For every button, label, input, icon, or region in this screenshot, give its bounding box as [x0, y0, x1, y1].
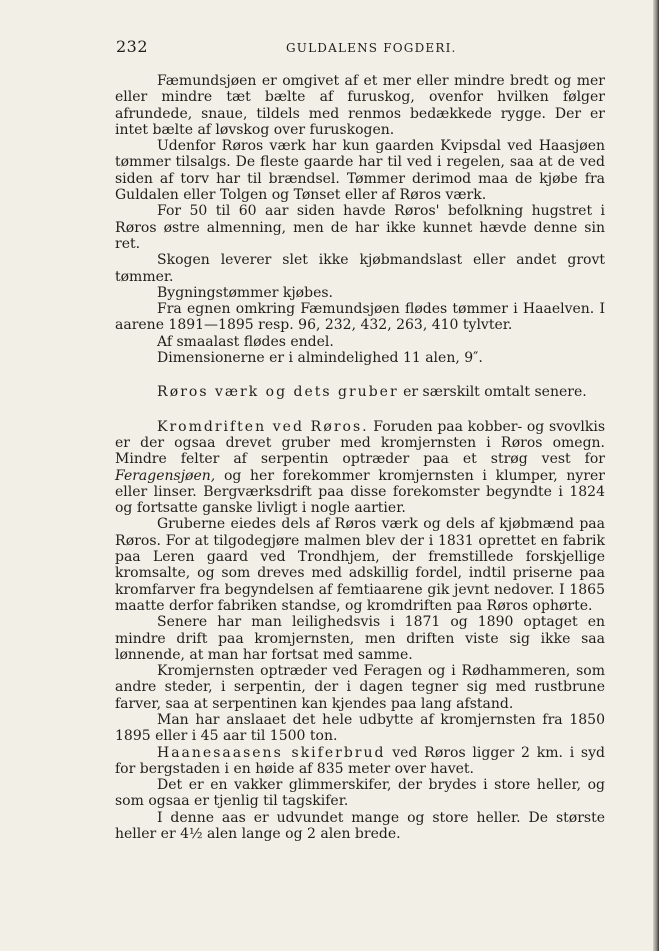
page-header: [116, 37, 606, 61]
paragraph-flodes: Fra egnen omkring Fæmundsjøen flødes tømmer i Haaelven. I aarene 1891—1895 resp. 96, 232, 432, 263, 410 tylvter.: [115, 301, 605, 334]
paragraph-faemundsjoen: Fæmundsjøen er omgivet af et mer eller mindre bredt og mer eller mindre tæt bælte af furuskog, ovenfor hvilken følger afrundede, snaue, tildels med renmos bedækkede rygge. Der er intet bælte af løvskog over furuskogen.: [115, 73, 605, 138]
paragraph-text: ved Røros ligger 2 km. i syd for bergstaden i en høide af 835 meter over havet.: [115, 744, 605, 777]
page-edge-shadow: [653, 0, 659, 951]
paragraph-kromjernsten: Kromjernsten optræder ved Feragen og i Rødhammeren, som andre steder, i serpentin, der i dagen tegner sig med rustbrune farver, saa at serpentinen kan kjendes paa lang afstand.: [115, 663, 605, 712]
paragraph-skiferbrud: [115, 745, 605, 778]
paragraph-skogen: Skogen leverer slet ikke kjøbmandslast eller andet grovt tømmer.: [115, 252, 605, 285]
paragraph-text: er særskilt omtalt senere.: [398, 384, 587, 401]
section-lead-kromdriften: Kromdriften ved Røros.: [157, 418, 369, 435]
paragraph-heller: I denne aas er udvundet mange og store heller. De største heller er 4½ alen lange og 2 alen brede.: [115, 809, 605, 843]
paragraph-text: og her forekommer kromjernsten i klumper, nyrer eller linser. Bergværksdrift paa disse forekomster begyndte i 1824 og fortsatte ganske livligt i nogle aartier.: [115, 467, 605, 517]
running-title: GULDALENS FOGDERI.: [286, 41, 457, 55]
italic-place-name: Feragensjøen,: [115, 467, 216, 484]
paragraph-gruberne: Gruberne eiedes dels af Røros værk og dels af kjøbmænd paa Røros. For at tilgodegjøre malmen blev der i 1831 oprettet en fabrik paa Leren gaard ved Trondhjem, der fremstillede forskjellige kromsalte, og som dreves med adskillig fordel, indtil priserne paa kromfarver fra begyndelsen af femtiaarene gik jevnt nedover. I 1865 maatte derfor fabriken standse, og kromdriften paa Røros ophørte.: [115, 516, 605, 614]
paragraph-kromdriften: [115, 419, 605, 517]
paragraph-senere: Senere har man leilighedsvis i 1871 og 1890 optaget en mindre drift paa kromjernsten, men driften viste sig ikke saa lønnende, at man har fortsat med samme.: [115, 614, 605, 663]
paragraph-udbytte: Man har anslaaet det hele udbytte af kromjernsten fra 1850 1895 eller i 45 aar til 1500 ton.: [115, 711, 605, 745]
paragraph-text: Foruden paa kobber- og svovlkis er der ogsaa drevet gruber med kromjernsten i Røros omegn. Mindre felter af serpentin optræder paa et strøg vest for: [115, 418, 606, 468]
paragraph-smaalast: Af smaalast flødes endel.: [157, 333, 334, 350]
page-number: 232: [116, 37, 149, 56]
paragraph-glimmerskifer: Det er en vakker glimmerskifer, der brydes i store heller, og som ogsaa er tjenlig til tagskifer.: [115, 777, 605, 810]
paragraph-dimensioner: Dimensionerne er i almindelighed 11 alen, 9″.: [157, 350, 483, 367]
section-lead-roros-vaerk: Røros værk og dets gruber: [157, 384, 399, 401]
paragraph-roros-vaerk: [115, 384, 605, 400]
paragraph-bygningstommer: Bygningstømmer kjøbes.: [157, 284, 333, 301]
paragraph-udenfor: Udenfor Røros værk har kun gaarden Kvipsdal ved Haasjøen tømmer tilsalgs. De fleste gaarde har til ved i regelen, saa at de ved siden af torv har til brændsel. Tømmer derimod maa de kjøbe fra Guldalen eller Tolgen og Tønset eller af Røros værk.: [115, 138, 605, 204]
body-text: [115, 73, 605, 842]
paragraph-hugstret: For 50 til 60 aar siden havde Røros' befolkning hugstret i Røros østre almenning, men de har ikke kunnet hævde denne sin ret.: [115, 203, 605, 252]
section-lead-skiferbrud: Haanesaasens skiferbrud: [157, 744, 386, 761]
